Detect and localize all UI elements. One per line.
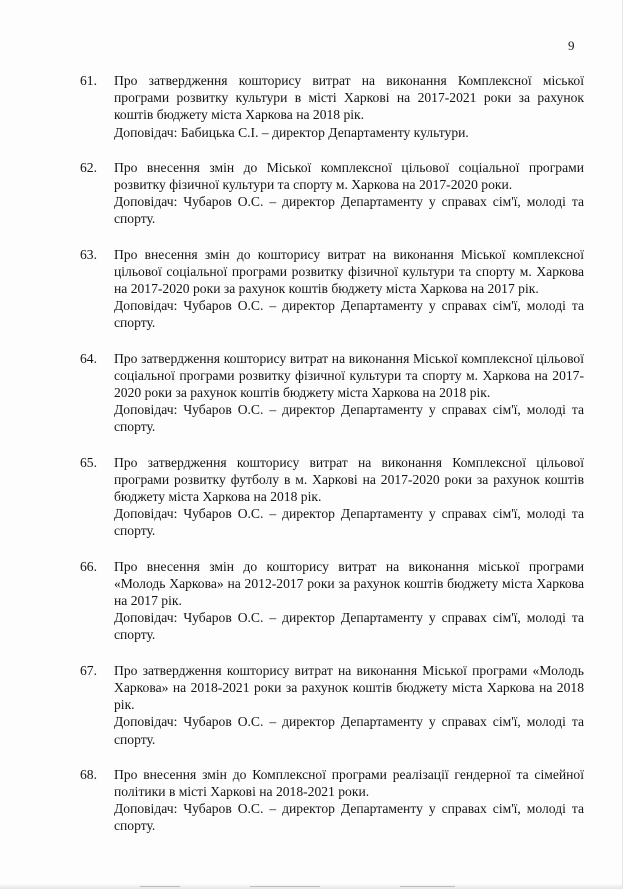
agenda-item-61 (80, 72, 584, 141)
agenda-list (80, 72, 584, 853)
item-reporter: Доповідач: Чубаров О.С. – директор Департаменту у справах сім'ї, молоді та спорту. (114, 194, 584, 227)
scan-artifact (250, 886, 320, 887)
item-number: 67. (80, 662, 97, 678)
scan-artifact (400, 886, 455, 887)
item-title: Про затвердження кошторису витрат на виконання Міської комплексної цільової соціальної програми розвитку фізичної культури та спорту м. Харкова на 2017-2020 роки за рахунок коштів бюджету міста Харкова на 2018 рік. (114, 350, 584, 401)
agenda-item-65 (80, 454, 584, 540)
item-title: Про затвердження кошторису витрат на виконання Комплексної цільової програми розвитку футболу в м. Харкові на 2017-2020 роки за рахунок коштів бюджету міста Харкова на 2018 рік. (114, 454, 584, 505)
item-reporter: Доповідач: Бабицька С.І. – директор Департаменту культури. (114, 124, 469, 140)
item-title: Про внесення змін до кошторису витрат на виконання міської програми «Молодь Харкова» на 2012-2017 роки за рахунок коштів бюджету міста Харкова на 2017 рік. (114, 558, 584, 609)
item-title: Про затвердження кошторису витрат на виконання Міської програми «Молодь Харкова» на 2018-2021 роки за рахунок коштів бюджету міста Харкова на 2018 рік. (114, 662, 584, 713)
item-number: 63. (80, 246, 97, 262)
item-body (114, 246, 584, 332)
item-reporter: Доповідач: Чубаров О.С. – директор Департаменту у справах сім'ї, молоді та спорту. (114, 298, 584, 331)
agenda-item-67 (80, 662, 584, 748)
item-body (114, 159, 584, 228)
item-number: 65. (80, 454, 97, 470)
item-reporter: Доповідач: Чубаров О.С. – директор Департаменту у справах сім'ї, молоді та спорту. (114, 801, 584, 834)
item-reporter: Доповідач: Чубаров О.С. – директор Департаменту у справах сім'ї, молоді та спорту. (114, 402, 584, 435)
page-number: 9 (568, 38, 575, 53)
agenda-item-64 (80, 350, 584, 436)
item-body (114, 558, 584, 644)
item-reporter: Доповідач: Чубаров О.С. – директор Департаменту у справах сім'ї, молоді та спорту. (114, 714, 584, 747)
item-body (114, 662, 584, 748)
item-reporter: Доповідач: Чубаров О.С. – директор Департаменту у справах сім'ї, молоді та спорту. (114, 610, 584, 643)
item-title: Про внесення змін до Міської комплексної цільової соціальної програми розвитку фізичної культури та спорту м. Харкова на 2017-2020 роки. (114, 159, 584, 193)
agenda-item-68 (80, 766, 584, 835)
agenda-item-66 (80, 558, 584, 644)
item-body (114, 72, 584, 141)
item-body (114, 766, 584, 835)
item-number: 68. (80, 766, 97, 782)
item-number: 62. (80, 159, 97, 175)
item-body (114, 454, 584, 540)
item-number: 66. (80, 558, 97, 574)
item-title: Про внесення змін до Комплексної програми реалізації гендерної та сімейної політики в місті Харкові на 2018-2021 роки. (114, 766, 584, 799)
item-number: 61. (80, 73, 97, 88)
item-body (114, 350, 584, 436)
agenda-item-62 (80, 159, 584, 228)
scan-artifact (140, 886, 180, 887)
agenda-item-63 (80, 246, 584, 332)
item-title: Про внесення змін до кошторису витрат на виконання Міської комплексної цільової соціальної програми розвитку фізичної культури та спорту м. Харкова на 2017-2020 роки за рахунок коштів бюджету міста Харкова на 2017 рік. (114, 246, 584, 297)
item-number: 64. (80, 350, 97, 366)
item-title: Про затвердження кошторису витрат на виконання Комплексної міської програми розвитку культури в місті Харкові на 2017-2021 роки за рахунок коштів бюджету міста Харкова на 2018 рік. (114, 73, 584, 123)
item-reporter: Доповідач: Чубаров О.С. – директор Департаменту у справах сім'ї, молоді та спорту. (114, 506, 584, 539)
